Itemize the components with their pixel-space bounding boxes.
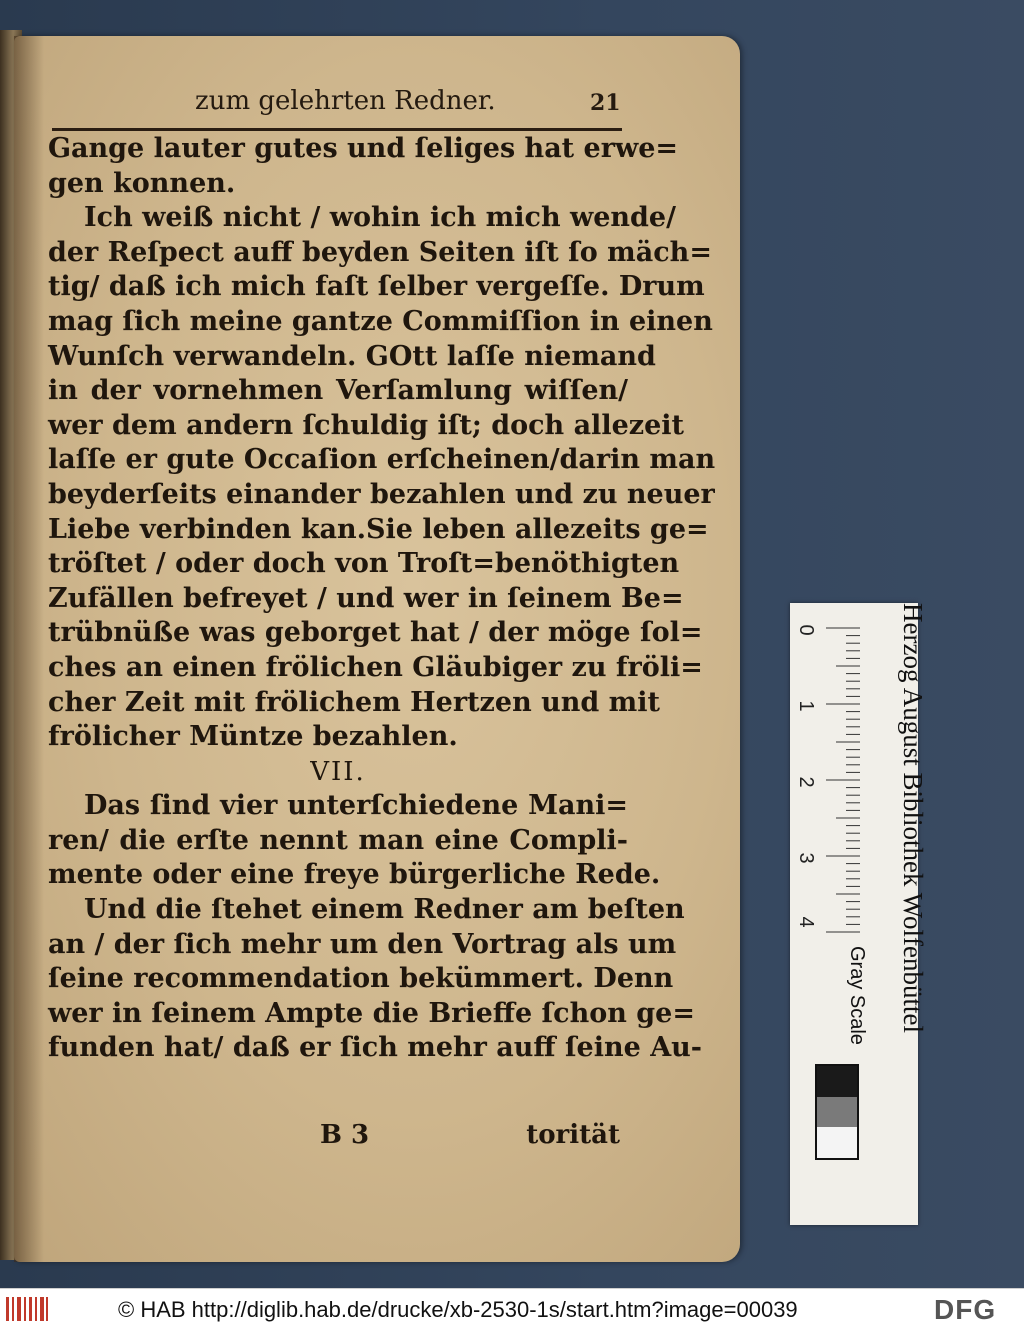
barcode-icon [6, 1297, 48, 1321]
institution-label: Herzog August Bibliothek Wolfenbüttel [898, 603, 928, 1034]
viewer-footer [0, 1288, 1024, 1330]
text-line: der Reſpect auff beyden Seiten iſt ſo mäch= [48, 236, 712, 268]
text-line: Das ſind vier unterſchiedene Mani= [84, 790, 628, 822]
text-line: Gange lauter gutes und ſeliges hat erwe= [48, 133, 679, 164]
text-line: beyderſeits einander bezahlen und zu neuer [48, 478, 715, 510]
page-gutter-shadow [14, 36, 44, 1262]
text-line: trübnüße was geborget hat / der möge ſol= [48, 617, 703, 649]
text-line: frölicher Müntze bezahlen. [48, 721, 458, 753]
page-text [48, 132, 716, 1066]
text-line: in der vornehmen Verſamlung wiſſen/ [48, 375, 628, 407]
text-line: Zufällen befreyet / und wer in ſeinem Be= [48, 582, 684, 614]
text-line: cher Zeit mit frölichem Hertzen und mit [48, 686, 660, 718]
text-line: ren/ die erſte nennt man eine Compli- [48, 824, 628, 856]
gray-scale-label: Gray Scale [846, 946, 868, 1045]
swatch-black [817, 1066, 857, 1097]
text-line: an / der ſich mehr um den Vortrag als um [48, 928, 677, 960]
signature-mark: B 3 [320, 1120, 370, 1150]
text-line: ſeine recommendation bekümmert. Denn [48, 963, 674, 995]
section-heading: VII. [310, 756, 366, 787]
catchword: torität [526, 1120, 620, 1150]
swatch-gray [817, 1097, 857, 1128]
ruler-number: 0 [795, 624, 817, 636]
swatch-white [817, 1127, 857, 1158]
gray-swatches [815, 1064, 859, 1160]
dfg-logo: DFG [934, 1294, 997, 1325]
head-rule [52, 128, 622, 131]
running-head: zum gelehrten Redner. [195, 86, 496, 116]
text-line: wer dem andern ſchuldig iſt; doch allezeit [48, 409, 684, 441]
page-number: 21 [590, 90, 621, 116]
ruler-number: 4 [795, 916, 817, 928]
text-line: funden hat/ daß er ſich mehr auff ſeine Au- [48, 1032, 702, 1064]
ruler-number: 2 [795, 776, 817, 788]
text-line: mente oder eine freye bürgerliche Rede. [48, 859, 661, 891]
copyright-link[interactable]: © HAB http://diglib.hab.de/drucke/xb-2530-1s/start.htm?image=00039 [118, 1297, 798, 1322]
ruler-number: 1 [795, 700, 817, 712]
text-line: Ich weiß nicht / wohin ich mich wende/ [84, 202, 676, 234]
text-line: Liebe verbinden kan.Sie leben allezeits ge= [48, 513, 709, 545]
text-line: laſſe er gute Occaſion erſcheinen/darin man [48, 444, 716, 476]
text-line: ches an einen frölichen Gläubiger zu fröli= [48, 651, 703, 683]
text-line: mag ſich meine gantze Commiſſion in einen [48, 305, 713, 337]
text-line: Und die ſtehet einem Redner am beſten [84, 894, 685, 926]
text-line: gen konnen. [48, 167, 236, 199]
text-line: Wunſch verwandeln. GOtt laſſe niemand [48, 340, 656, 372]
centimeter-ruler [820, 620, 860, 940]
ruler-number: 3 [795, 852, 817, 864]
text-line: tröſtet / oder doch von Troſt=benöthigten [48, 548, 680, 580]
text-line: wer in ſeinem Ampte die Brieffe ſchon ge= [48, 997, 695, 1029]
text-line: tig/ daß ich mich faſt ſelber vergeſſe. Drum [48, 271, 705, 303]
